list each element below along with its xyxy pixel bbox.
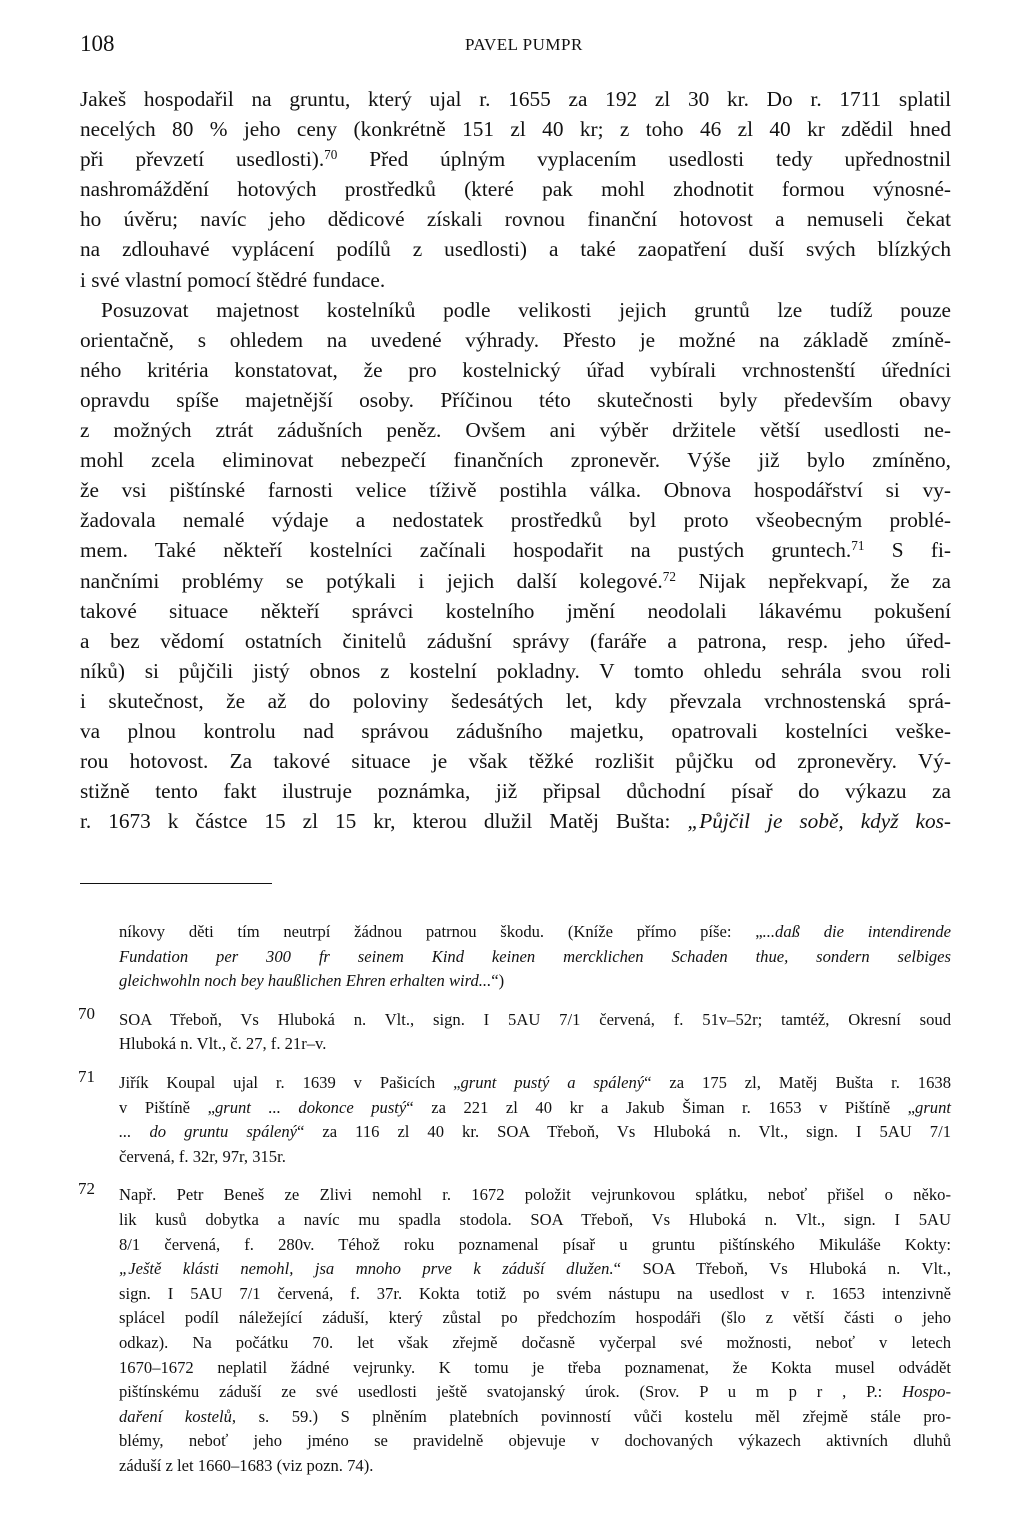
text-line: že vsi pištínské farnosti velice tíživě postihla válka. Obnova hospodářství si vy- [80, 478, 951, 503]
footnote-line: Jiřík Koupal ujal r. 1639 v Pašicích „grunt pustý a spálený“ za 175 zl, Matěj Bušta r. 1638 [119, 1072, 951, 1092]
body-text [80, 84, 951, 836]
text-line: stižně tento fakt ilustruje poznámka, již připsal důchodní písař do výkazu za [80, 779, 951, 804]
footnote-line: v Pištíně „grunt ... dokonce pustý“ za 221 zl 40 kr a Jakub Šiman r. 1653 v Pištíně „grunt [119, 1097, 951, 1117]
text-line: mohl zcela eliminovat nebezpečí finančních zpronevěr. Výše již bylo zmíněno, [80, 448, 951, 473]
text-line: a bez vědomí ostatních činitelů zádušní správy (faráře a patrona, resp. jeho úřed- [80, 628, 951, 653]
footnote-line: SOA Třeboň, Vs Hluboká n. Vlt., sign. I 5AU 7/1 červená, f. 51v–52r; tamtéž, Okresní soud [119, 1009, 951, 1029]
text-line: opravdu spíše majetnější osoby. Příčinou této skutečnosti byly především obavy [80, 387, 951, 412]
text-line: i skutečnost, že až do poloviny šedesátých let, kdy převzala vrchnostenská sprá- [80, 688, 951, 713]
footnote-line: Hluboká n. Vlt., č. 27, f. 21r–v. [119, 1034, 327, 1054]
footnote-number: 71 [78, 1066, 95, 1086]
footnote-number: 72 [78, 1179, 95, 1199]
footnote-72 [78, 1179, 951, 1478]
footnote-number: 70 [78, 1003, 95, 1023]
text-line: r. 1673 k částce 15 zl 15 kr, kterou dlužil Matěj Bušta: „Půjčil je sobě, když kos- [80, 809, 952, 834]
footnote-line: odkaz). Na počátku 70. let však zřejmě dočasně vyčerpal své možnosti, neboť v letech [119, 1332, 951, 1352]
text-line: z možných ztrát zádušních peněz. Ovšem ani výběr držitele větší usedlosti ne- [80, 418, 951, 443]
footnote-71 [78, 1066, 951, 1169]
footnote-line: 8/1 červená, f. 280v. Téhož roku poznamenal písař u gruntu pištínského Mikuláše Kokty: [119, 1234, 951, 1254]
footnote-line: ... do gruntu spálený“ za 116 zl 40 kr. SOA Třeboň, Vs Hluboká n. Vlt., sign. I 5AU 7/1 [119, 1122, 951, 1142]
text-line: na zdlouhavé vyplácení podílů z usedlosti) a také zaopatření duší svých blízkých [80, 237, 951, 262]
text-line: nashromáždění hotových prostředků (které pak mohl zhodnotit formou výnosné- [80, 177, 951, 202]
text-line: při převzetí usedlosti).$^{70}$ Před úplným vyplacením usedlosti tedy upřednostnil [80, 146, 951, 172]
footnote-line: sign. I 5AU 7/1 červená, f. 37r. Kokta totiž po svém nástupu na usedlost v r. 1653 intenzivně [119, 1283, 951, 1303]
text-line: rou hotovost. Za takové situace je však těžké rozlišit půjčku od zpronevěry. Vý- [80, 749, 951, 774]
footnote-line: červená, f. 32r, 97r, 315r. [119, 1146, 286, 1166]
footnote-ref-71[interactable]: 71 [851, 538, 865, 554]
footnote-ref-72[interactable]: 72 [662, 568, 676, 584]
text-line: takové situace někteří správci kostelního jmění neodolali lákavému pokušení [80, 598, 951, 623]
paragraph [80, 84, 951, 295]
page-header [80, 31, 950, 61]
footnote-line: daření kostelů, s. 59.) S plněním platebních povinností vůči kostelu měl zřejmě stále pro- [119, 1406, 951, 1426]
text-line: va plnou kontrolu nad správou zádušního majetku, opatrovali kostelníci veške- [80, 718, 951, 743]
footnote-70 [78, 1003, 951, 1057]
paragraph [80, 295, 951, 837]
footnotes [80, 920, 951, 1478]
footnote-line: gleichwohln noch bey haußlichen Ehren erhalten wird...“) [119, 971, 505, 991]
text-line: ho úvěru; navíc jeho dědicové získali rovnou finanční hotovost a nemuseli čekat [80, 207, 951, 232]
footnote-continuation [80, 920, 951, 994]
text-line: i své vlastní pomocí štědré fundace. [80, 267, 386, 292]
footnote-line: splácel podíl náležející záduší, který zůstal po předchozím hospodáři (šlo z větší části o jeho [119, 1308, 951, 1328]
text-line: ného kritéria konstatovat, že pro kostelnický úřad vybírali vrchnostenští úředníci [80, 357, 951, 382]
footnote-line: Fundation per 300 fr seinem Kind keinen mercklichen Schaden thue, sondern selbiges [119, 946, 951, 966]
footnote-line: „Ještě klásti nemohl, jsa mnoho prve k záduší dlužen.“ SOA Třeboň, Vs Hluboká n. Vlt., [119, 1259, 951, 1279]
running-head: PAVEL PUMPR [465, 35, 583, 54]
footnote-line: lik kusů dobytka a navíc mu spadla stodola. SOA Třeboň, Vs Hluboká n. Vlt., sign. I 5AU [119, 1209, 951, 1229]
footnote-line: záduší z let 1660–1683 (viz pozn. 74). [119, 1455, 374, 1475]
text-line: orientačně, s ohledem na uvedené výhrady. Přesto je možné na základě zmíně- [80, 327, 951, 352]
text-line: Jakeš hospodařil na gruntu, který ujal r. 1655 za 192 zl 30 kr. Do r. 1711 splatil [80, 87, 951, 111]
footnote-line: blémy, neboť jeho jméno se pravidelně objevuje v dochovaných výkazech aktivních dluhů [119, 1431, 951, 1451]
text-line: necelých 80 % jeho ceny (konkrétně 151 zl 40 kr; z toho 46 zl 40 kr zdědil hned [80, 117, 951, 142]
footnote-line: Např. Petr Beneš ze Zlivi nemohl r. 1672 položit vejrunkovou splátku, neboť přišel o něko- [119, 1185, 951, 1205]
text-line: Posuzovat majetnost kostelníků podle velikosti jejich gruntů lze tudíž pouze [101, 297, 951, 322]
text-line: mem. Také někteří kostelníci začínali hospodařit na pustých gruntech.$^{71}$ S fi- [80, 538, 951, 563]
footnote-line: pištínskému záduší ze své usedlosti ještě svatojanský úrok. (Srov. P u m p r , P.: Hospo- [119, 1382, 951, 1402]
page-number: 108 [80, 31, 115, 56]
footnote-line: 1670–1672 neplatil žádné vejrunky. K tomu je třeba poznamenat, že Kokta musel odvádět [119, 1357, 951, 1377]
text-line: žadovala nemalé výdaje a nedostatek prostředků byl proto všeobecným problé- [80, 508, 951, 533]
footnote-line: níkovy děti tím neutrpí žádnou patrnou škodu. (Kníže přímo píše: „...daß die intendirende [119, 922, 951, 941]
footnote-separator [80, 883, 272, 884]
footnote-ref-70[interactable]: 70 [324, 146, 338, 162]
text-line: níků) si půjčili jistý obnos z kostelní pokladny. V tomto ohledu sehrála svou roli [80, 658, 951, 683]
text-line: nančními problémy se potýkali i jejich další kolegové.$^{72}$ Nijak nepřekvapí, že za [80, 568, 951, 593]
